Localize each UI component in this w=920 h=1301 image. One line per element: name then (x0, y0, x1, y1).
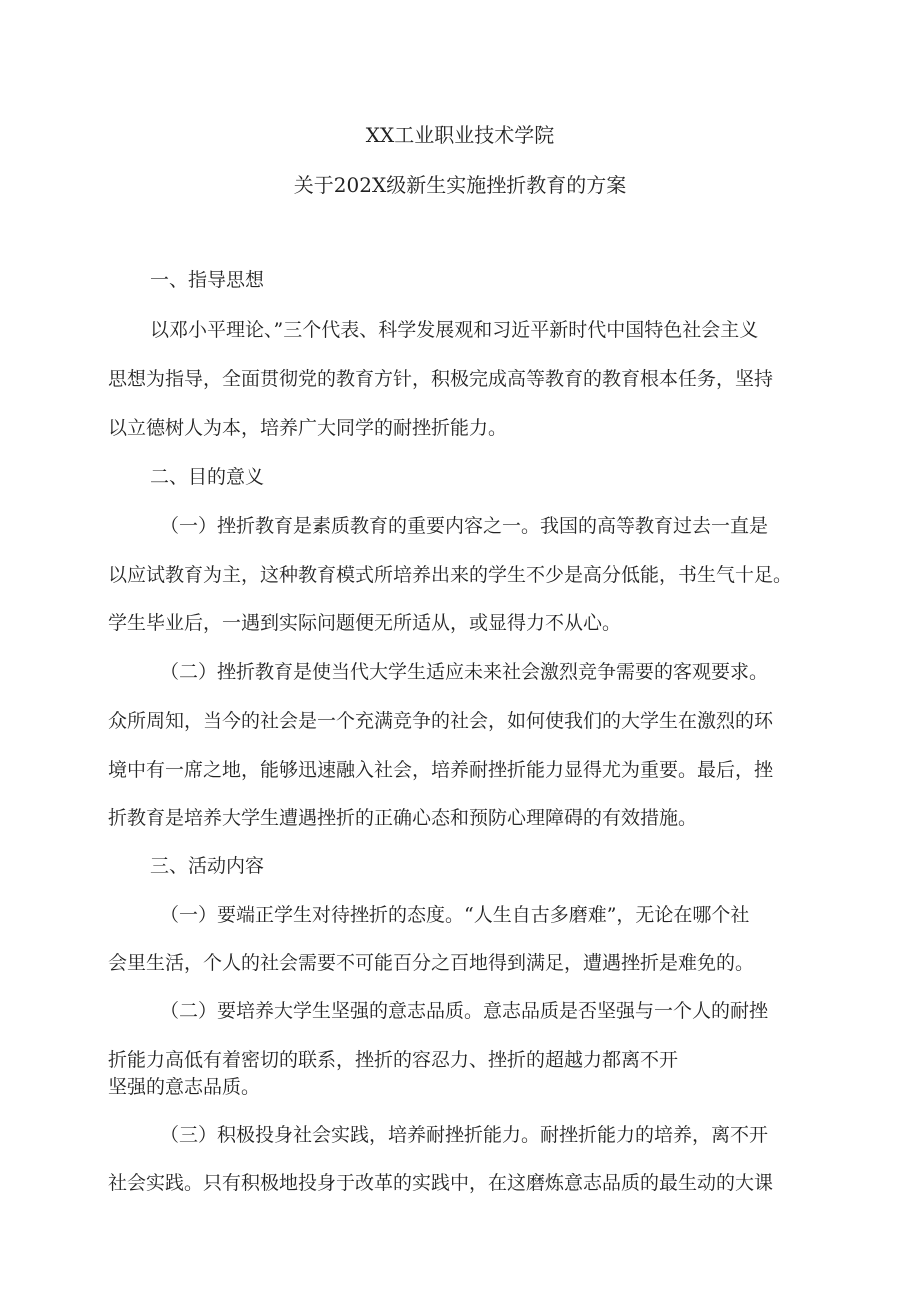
paragraph-line: 学生毕业后，一遇到实际问题便无所适从，或显得力不从心。 (108, 612, 622, 634)
paragraph-line: 折能力高低有着密切的联系，挫折的容忍力、挫折的超越力都离不开 (108, 1049, 679, 1071)
paragraph-line: 以应试教育为主，这种教育模式所培养出来的学生不少是高分低能，书生气十足。 (108, 564, 793, 586)
paragraph-line: 众所周知，当今的社会是一个充满竞争的社会，如何使我们的大学生在激烈的环 (108, 710, 774, 732)
paragraph-line: 以邓小平理论、”三个代表、科学发展观和习近平新时代中国特色社会主义 (150, 319, 759, 341)
paragraph-line: 社会实践。只有积极地投身于改革的实践中，在这磨炼意志品质的最生动的大课 (108, 1172, 774, 1194)
paragraph-line: 境中有一席之地，能够迅速融入社会，培养耐挫折能力显得尤为重要。最后，挫 (108, 759, 774, 781)
paragraph-line: 会里生活，个人的社会需要不可能百分之百地得到满足，遭遇挫折是难免的。 (108, 952, 755, 974)
document-title: XX工业职业技术学院 (365, 123, 555, 147)
paragraph-line: 坚强的意志品质。 (108, 1076, 261, 1098)
paragraph-line: （一）挫折教育是素质教育的重要内容之一。我国的高等教育过去一直是 (160, 515, 769, 537)
paragraph-line: （二）挫折教育是使当代大学生适应未来社会激烈竞争需要的客观要求。 (160, 661, 769, 683)
paragraph-line: 思想为指导，全面贯彻党的教育方针，积极完成高等教育的教育根本任务，坚持 (108, 368, 774, 390)
paragraph-line: 折教育是培养大学生遭遇挫折的正确心态和预防心理障碍的有效措施。 (108, 807, 698, 829)
paragraph-line: （三）积极投身社会实践，培养耐挫折能力。耐挫折能力的培养，离不开 (160, 1124, 769, 1146)
paragraph-line: 以立德树人为本，培养广大同学的耐挫折能力。 (108, 417, 508, 439)
section-heading-purpose: 二、目的意义 (150, 466, 265, 488)
paragraph-line: （二）要培养大学生坚强的意志品质。意志品质是否坚强与一个人的耐挫 (160, 1000, 769, 1022)
section-heading-guiding-ideology: 一、指导思想 (150, 269, 265, 291)
section-heading-activities: 三、活动内容 (150, 855, 265, 877)
paragraph-line: （一）要端正学生对待挫折的态度。“人生自古多磨难”，无论在哪个社 (160, 904, 750, 926)
document-subtitle: 关于202X级新生实施挫折教育的方案 (293, 173, 627, 197)
